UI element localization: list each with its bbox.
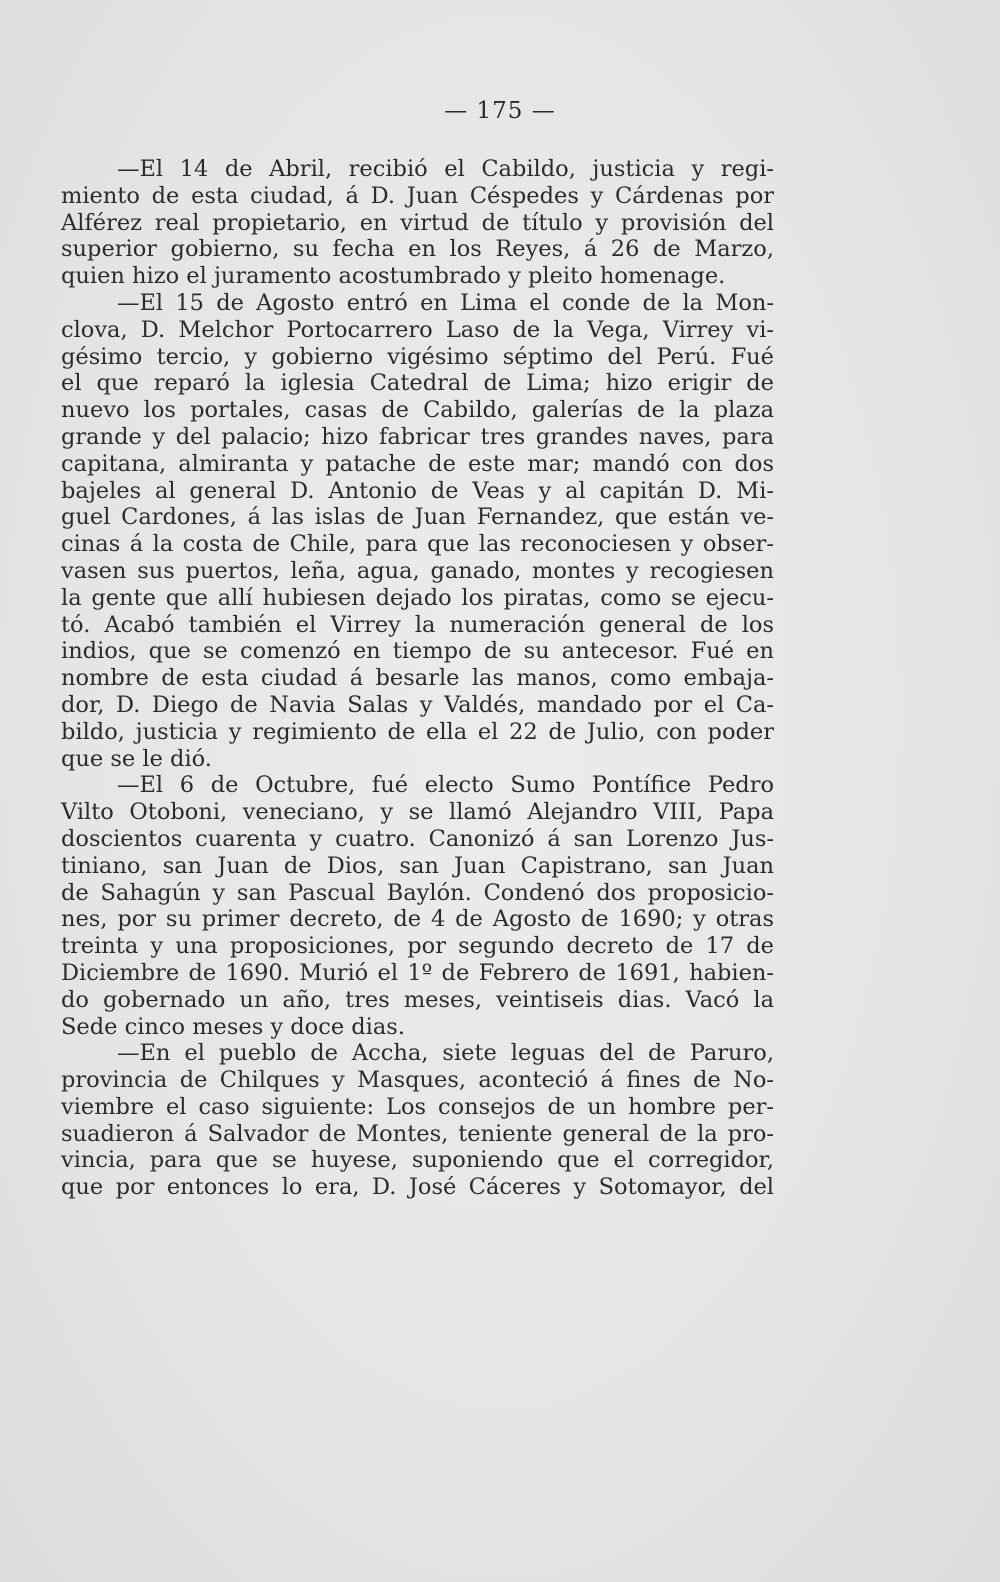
body-text — [61, 156, 774, 1201]
text-line: la gente que allí hubiesen dejado los piratas, como se ejecu- — [61, 584, 774, 611]
text-line: vasen sus puertos, leña, agua, ganado, montes y recogiesen — [61, 557, 774, 584]
text-line: —El 15 de Agosto entró en Lima el conde de la Mon- — [117, 289, 774, 316]
text-line: bajeles al general D. Antonio de Veas y al capitán D. Mi- — [61, 477, 774, 504]
text-line: provincia de Chilques y Masques, aconteció á fines de No- — [61, 1067, 774, 1094]
text-line: dor, D. Diego de Navia Salas y Valdés, mandado por el Ca- — [61, 691, 774, 718]
text-line: nes, por su primer decreto, de 4 de Agosto de 1690; y otras — [61, 906, 774, 933]
text-line: tó. Acabó también el Virrey la numeración general de los — [61, 611, 774, 638]
text-line: cinas á la costa de Chile, para que las reconociesen y obser- — [61, 531, 774, 558]
text-line: tiniano, san Juan de Dios, san Juan Capistrano, san Juan — [61, 852, 774, 879]
text-line: suadieron á Salvador de Montes, teniente general de la pro- — [61, 1120, 774, 1147]
text-line: treinta y una proposiciones, por segundo decreto de 17 de — [61, 933, 774, 960]
text-line: Sede cinco meses y doce dias. — [61, 1013, 405, 1040]
text-line: guel Cardones, á las islas de Juan Fernandez, que están ve- — [61, 504, 774, 531]
text-line: doscientos cuarenta y cuatro. Canonizó á san Lorenzo Jus- — [61, 825, 774, 852]
text-line: quien hizo el juramento acostumbrado y pleito homenage. — [61, 263, 726, 290]
text-line: bildo, justicia y regimiento de ella el 22 de Julio, con poder — [61, 718, 774, 745]
text-line: que por entonces lo era, D. José Cáceres y Sotomayor, del — [61, 1174, 774, 1201]
text-line: grande y del palacio; hizo fabricar tres grandes naves, para — [61, 423, 774, 450]
text-line: nuevo los portales, casas de Cabildo, galerías de la plaza — [61, 397, 774, 424]
text-line: capitana, almiranta y patache de este mar; mandó con dos — [61, 450, 774, 477]
text-line: Diciembre de 1690. Murió el 1º de Febrero de 1691, habien- — [61, 959, 774, 986]
text-line: gésimo tercio, y gobierno vigésimo séptimo del Perú. Fué — [61, 343, 774, 370]
text-line: de Sahagún y san Pascual Baylón. Condenó dos proposicio- — [61, 879, 774, 906]
text-line: Vilto Otoboni, veneciano, y se llamó Alejandro VIII, Papa — [61, 799, 774, 826]
text-line: vincia, para que se huyese, suponiendo que el corregidor, — [61, 1147, 774, 1174]
text-line: do gobernado un año, tres meses, veintiseis dias. Vacó la — [61, 986, 774, 1013]
text-line: indios, que se comenzó en tiempo de su antecesor. Fué en — [61, 638, 774, 665]
text-line: superior gobierno, su fecha en los Reyes, á 26 de Marzo, — [61, 236, 774, 263]
text-line: viembre el caso siguiente: Los consejos de un hombre per- — [61, 1093, 774, 1120]
text-line: Alférez real propietario, en virtud de título y provisión del — [61, 209, 774, 236]
text-line: nombre de esta ciudad á besarle las manos, como embaja- — [61, 665, 774, 692]
text-line: miento de esta ciudad, á D. Juan Céspedes y Cárdenas por — [61, 182, 774, 209]
text-line: —El 14 de Abril, recibió el Cabildo, justicia y regi- — [117, 156, 774, 182]
text-line: —En el pueblo de Accha, siete leguas del de Paruro, — [117, 1040, 774, 1067]
text-line: que se le dió. — [61, 745, 212, 772]
text-line: clova, D. Melchor Portocarrero Laso de la Vega, Virrey vi- — [61, 316, 774, 343]
text-line: —El 6 de Octubre, fué electo Sumo Pontífice Pedro — [117, 772, 774, 799]
page-number: — 175 — — [444, 98, 556, 124]
text-line: el que reparó la iglesia Catedral de Lima; hizo erigir de — [61, 370, 774, 397]
